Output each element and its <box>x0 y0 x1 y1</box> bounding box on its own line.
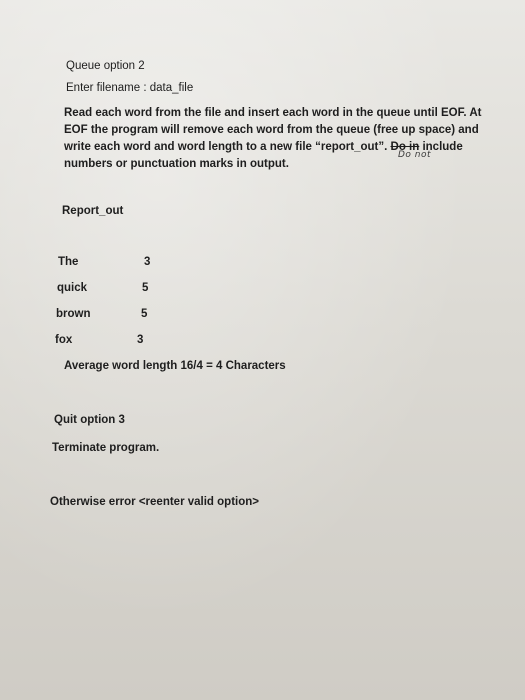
report-length: 5 <box>142 282 149 294</box>
report-word: quick <box>57 282 88 294</box>
report-length: 3 <box>137 334 144 346</box>
report-length: 5 <box>141 308 148 320</box>
handwritten-correction: Do not <box>398 150 432 160</box>
report-word: fox <box>55 334 73 346</box>
quit-option-heading: Quit option 3 <box>54 414 125 426</box>
queue-option-heading: Queue option 2 <box>66 60 145 72</box>
terminate-program-line: Terminate program. <box>52 442 160 454</box>
enter-filename-line: Enter filename : data_file <box>66 82 194 94</box>
average-word-length: Average word length 16/4 = 4 Characters <box>64 360 286 372</box>
report-word: brown <box>56 308 91 320</box>
description-paragraph <box>64 105 489 173</box>
report-length: 3 <box>144 256 151 268</box>
otherwise-error-line: Otherwise error <reenter valid option> <box>50 496 259 508</box>
description-struck-text: Do in <box>390 141 420 153</box>
report-out-title: Report_out <box>62 205 124 217</box>
report-word: The <box>58 256 79 268</box>
description-part2: include numbers or punctuation marks in output. <box>64 141 463 170</box>
description-part1: Read each word from the file and insert each word in the queue until EOF. At EOF the program will remove each word from the queue (free up space) and write each word and word length to a new file “report_out”. <box>64 107 482 153</box>
